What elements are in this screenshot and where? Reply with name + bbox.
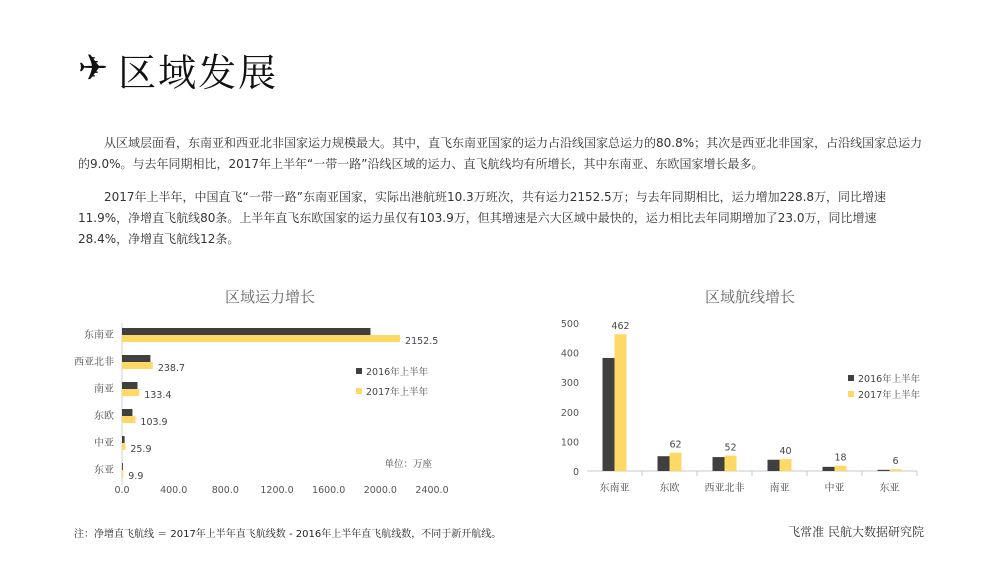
- bar-2017: [725, 456, 737, 471]
- bar-2016: [122, 355, 150, 362]
- data-label: 9.9: [128, 471, 144, 482]
- bar-2017: [615, 334, 627, 471]
- category-label: 东亚: [879, 483, 900, 494]
- bar-2017: [670, 453, 682, 471]
- category-label: 东南亚: [84, 330, 114, 341]
- bar-2017: [122, 389, 139, 396]
- bar-2017: [122, 470, 123, 477]
- y-tick-label: 300: [560, 378, 579, 390]
- category-label: 东欧: [659, 483, 680, 494]
- bar-2017: [835, 466, 847, 471]
- bar-2016: [122, 463, 123, 470]
- data-label: 2152.5: [405, 336, 439, 347]
- category-label: 东欧: [94, 411, 114, 422]
- category-label: 南亚: [769, 483, 790, 494]
- bar-2016: [768, 460, 780, 471]
- data-label: 238.7: [157, 363, 186, 374]
- category-label: 南亚: [94, 384, 114, 395]
- chart-2-title: 区域航线增长: [704, 288, 795, 306]
- x-tick-label: 0.0: [114, 485, 130, 496]
- bar-2016: [122, 409, 132, 416]
- bar-2017: [122, 416, 135, 423]
- legend-swatch: [356, 368, 362, 374]
- data-label: 62: [669, 439, 682, 451]
- category-label: 东南亚: [599, 483, 630, 494]
- bar-2016: [823, 467, 835, 471]
- paragraph-2: 2017年上半年，中国直飞“一带一路”东南亚国家，实际出港航班10.3万班次，共有运力2152.5万；与去年同期相比，运力增加228.8万，同比增速11.9%，净增直飞航线80条。上半年直飞东欧国家的运力虽仅有103.9万，但其增速是六大区域中最快的，运力相比去年同期增加了23.0万，同比增速28.4%，净增直飞航线12条。: [78, 190, 887, 246]
- bar-2017: [122, 362, 153, 369]
- x-tick-label: 2400.0: [415, 485, 449, 496]
- data-label: 18: [834, 452, 847, 464]
- bar-2017: [122, 443, 125, 450]
- source-credit: 飞常准 民航大数据研究院: [788, 525, 924, 539]
- data-label: 462: [611, 321, 630, 333]
- x-tick-label: 1600.0: [312, 485, 346, 496]
- chart-1-title: 区域运力增长: [224, 288, 315, 306]
- legend-label: 2017年上半年: [858, 390, 921, 401]
- data-label: 25.9: [130, 444, 152, 455]
- y-tick-label: 100: [560, 437, 579, 449]
- unit-label: 单位：万座: [384, 459, 432, 470]
- data-label: 6: [892, 456, 899, 468]
- page-title-text: 区域发展: [118, 50, 279, 95]
- x-tick-label: 1200.0: [260, 485, 294, 496]
- bar-2016: [122, 328, 370, 335]
- category-label: 西亚北非: [74, 357, 114, 368]
- footnote: 注：净增直飞航线 ＝ 2017年上半年直飞航线数 - 2016年上半年直飞航线数，不同于新开航线。: [74, 529, 502, 540]
- legend-label: 2017年上半年: [366, 387, 429, 398]
- route-growth-chart: [555, 315, 935, 500]
- data-label: 133.4: [144, 390, 172, 401]
- category-label: 中亚: [824, 483, 845, 494]
- legend-swatch: [848, 375, 854, 381]
- data-label: 103.9: [140, 417, 168, 428]
- x-tick-label: 800.0: [211, 485, 239, 496]
- bar-2016: [122, 436, 125, 443]
- category-label: 西亚北非: [704, 483, 745, 494]
- bar-2016: [122, 382, 138, 389]
- bar-2016: [713, 457, 725, 471]
- airplane-icon: ✈: [78, 48, 109, 89]
- data-label: 52: [724, 442, 737, 454]
- data-label: 40: [779, 446, 792, 458]
- bar-2016: [658, 456, 670, 471]
- y-tick-label: 200: [560, 407, 579, 419]
- paragraph-1: 从区域层面看，东南亚和西亚北非国家运力规模最大。其中，直飞东南亚国家的运力占沿线国家总运力的80.8%；其次是西亚北非国家，占沿线国家总运力的9.0%。与去年同期相比，2017年上半年“一带一路”沿线区域的运力、直飞航线均有所增长，其中东南亚、东欧国家增长最多。: [78, 136, 923, 171]
- bar-2016: [878, 470, 890, 471]
- capacity-growth-chart: [60, 315, 460, 500]
- x-tick-label: 400.0: [160, 485, 188, 496]
- bar-2017: [122, 335, 400, 342]
- legend-swatch: [848, 391, 854, 397]
- y-tick-label: 400: [560, 348, 579, 360]
- page-title: [78, 44, 278, 94]
- bar-2017: [890, 469, 902, 471]
- y-tick-label: 0: [572, 467, 579, 478]
- x-tick-label: 2000.0: [363, 485, 397, 496]
- bar-2016: [603, 358, 615, 471]
- legend-label: 2016年上半年: [858, 374, 921, 385]
- legend-swatch: [356, 388, 362, 394]
- y-tick-label: 500: [560, 319, 579, 330]
- legend-label: 2016年上半年: [366, 367, 429, 378]
- category-label: 中亚: [94, 438, 114, 449]
- bar-2017: [780, 459, 792, 471]
- category-label: 东亚: [94, 465, 114, 476]
